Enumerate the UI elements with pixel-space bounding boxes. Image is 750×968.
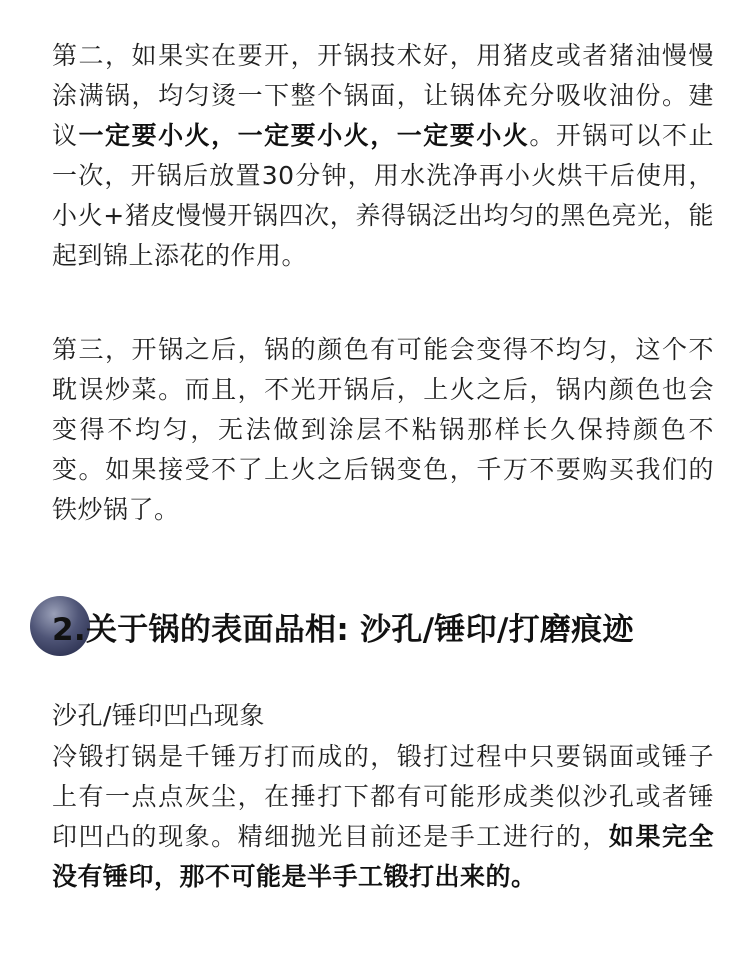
section-body-bold: 如果完全没有锤印，那不可能是半手工锻打出来的。 [52,822,714,891]
paragraph-section-body [52,737,714,897]
paragraph-third-text: 第三，开锅之后，锅的颜色有可能会变得不均匀，这个不耽误炒菜。而且，不光开锅后，上火之后，锅内颜色也会变得不均匀，无法做到涂层不粘锅那样长久保持颜色不变。如果接受不了上火之后锅变色，千万不要购买我们的铁炒锅了。 [52,335,714,524]
section-heading [30,596,730,660]
paragraph-second-bold: 一定要小火，一定要小火，一定要小火 [78,121,530,150]
paragraph-second-text-1: 第二，如果实在要开，开锅技术好，用猪皮或者猪油慢慢涂满锅，均匀烫一下整个锅面，让锅体充分吸收油份。建议 [52,41,714,150]
section-heading-title: 2.关于锅的表面品相: 沙孔/锤印/打磨痕迹 [52,612,634,648]
paragraph-third [52,330,714,530]
section-body-text: 冷锻打锅是千锤万打而成的，锻打过程中只要锅面或锤子上有一点点灰尘，在捶打下都有可能形成类似沙孔或者锤印凹凸的现象。精细抛光目前还是手工进行的， [52,742,714,851]
paragraph-second-text-2: 。开锅可以不止一次，开锅后放置30分钟，用水洗净再小火烘干后使用，小火+猪皮慢慢开锅四次，养得锅泛出均匀的黑色亮光，能起到锦上添花的作用。 [52,121,714,270]
section-subheading: 沙孔/锤印凹凸现象 [52,701,265,730]
paragraph-second [52,36,714,276]
